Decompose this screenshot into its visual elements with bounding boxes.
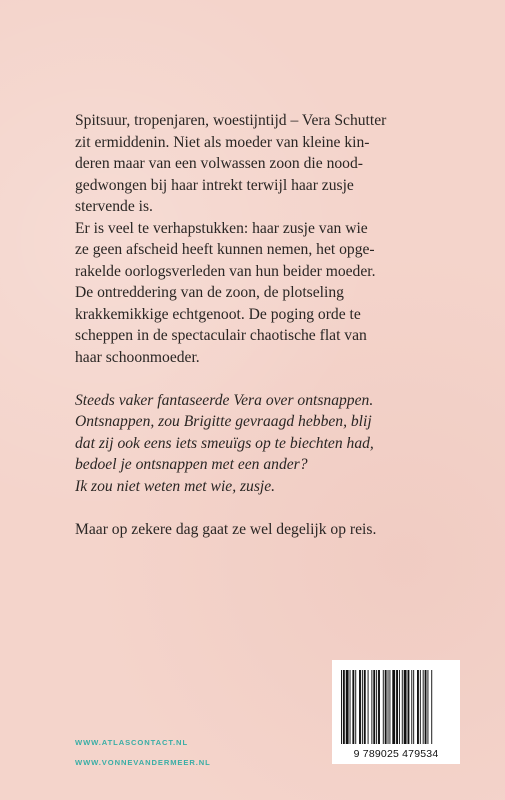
publisher-url[interactable]: WWW.ATLASCONTACT.NL	[75, 738, 188, 747]
text-line: haar schoonmoeder.	[75, 348, 200, 366]
quote-line: Steeds vaker fantaseerde Vera over ontsnappen.	[75, 391, 374, 409]
isbn-number: 9 789025 479534	[353, 748, 439, 760]
paragraph-gap	[75, 368, 460, 390]
paragraph-2	[75, 218, 460, 369]
barcode-bar	[368, 670, 369, 744]
quote-line: Ontsnappen, zou Brigitte gevraagd hebben, blij	[75, 413, 372, 430]
quote-paragraph	[75, 390, 460, 498]
back-cover-text	[75, 110, 460, 540]
barcode-bar	[404, 670, 407, 744]
barcode-bar	[396, 670, 398, 744]
closing-line: Maar op zekere dag gaat ze wel degelijk op reis.	[75, 520, 377, 538]
barcode-bar	[343, 670, 345, 744]
paragraph-1	[75, 110, 460, 218]
barcode-bar	[417, 670, 419, 744]
barcode-bar	[392, 670, 395, 744]
barcode-bar	[341, 670, 342, 744]
barcode-bar	[362, 670, 363, 744]
barcode-bar	[420, 670, 421, 744]
barcode-bar	[355, 670, 356, 744]
barcode-bar	[431, 670, 432, 744]
quote-line: Ik zou niet weten met wie, zusje.	[75, 477, 276, 495]
barcode-bar	[383, 670, 384, 744]
barcode-bar	[413, 670, 414, 744]
barcode-bar	[389, 670, 390, 744]
barcode-bar	[373, 670, 375, 744]
text-line: zit ermiddenin. Niet als moeder van kleine kin-	[75, 133, 370, 151]
text-line: De ontreddering van de zoon, de plotseling	[75, 284, 344, 301]
barcode-bar	[411, 670, 412, 744]
quote-line: dat zij ook eens iets smeuïgs op te biechten had,	[75, 434, 374, 452]
barcode-bar	[359, 670, 361, 744]
barcode-bar	[371, 670, 372, 744]
text-line: Er is veel te verhapstukken: haar zusje van wie	[75, 219, 368, 237]
text-line: gedwongen bij haar intrekt terwijl haar zusje	[75, 176, 354, 194]
text-line: rakelde oorlogsverleden van hun beider moeder.	[75, 262, 376, 280]
barcode-bar	[402, 670, 403, 744]
barcode-bar	[425, 670, 427, 744]
isbn-barcode	[332, 660, 460, 764]
barcode-bar	[346, 670, 349, 744]
barcode-bar	[385, 670, 387, 744]
text-line: stervende is.	[75, 198, 153, 215]
barcode-bar	[399, 670, 400, 744]
text-line: Spitsuur, tropenjaren, woestijntijd – Vera Schutter	[75, 112, 387, 129]
barcode-bar	[388, 670, 389, 744]
barcode-bar	[423, 670, 424, 744]
text-line: ze geen afscheid heeft kunnen nemen, het opge-	[75, 241, 375, 258]
barcode-bar	[350, 670, 351, 744]
closing-paragraph	[75, 519, 460, 541]
footer-urls	[75, 733, 211, 773]
barcode-bar	[376, 670, 377, 744]
barcode-bar	[378, 670, 380, 744]
text-line: scheppen in de spectaculair chaotische flat van	[75, 327, 367, 344]
paragraph-gap	[75, 497, 460, 519]
quote-line: bedoel je ontsnappen met een ander?	[75, 456, 308, 473]
barcode-bar	[427, 670, 428, 744]
barcode-bars	[341, 670, 432, 744]
text-line: deren maar van een volwassen zoon die nood-	[75, 155, 363, 172]
barcode-bar	[352, 670, 354, 744]
barcode-bar	[364, 670, 366, 744]
text-line: krakkemikkige echtgenoot. De poging orde te	[75, 305, 361, 323]
author-url[interactable]: WWW.VONNEVANDERMEER.NL	[75, 758, 211, 767]
barcode-bar	[408, 670, 410, 744]
barcode-graphic	[332, 660, 460, 764]
